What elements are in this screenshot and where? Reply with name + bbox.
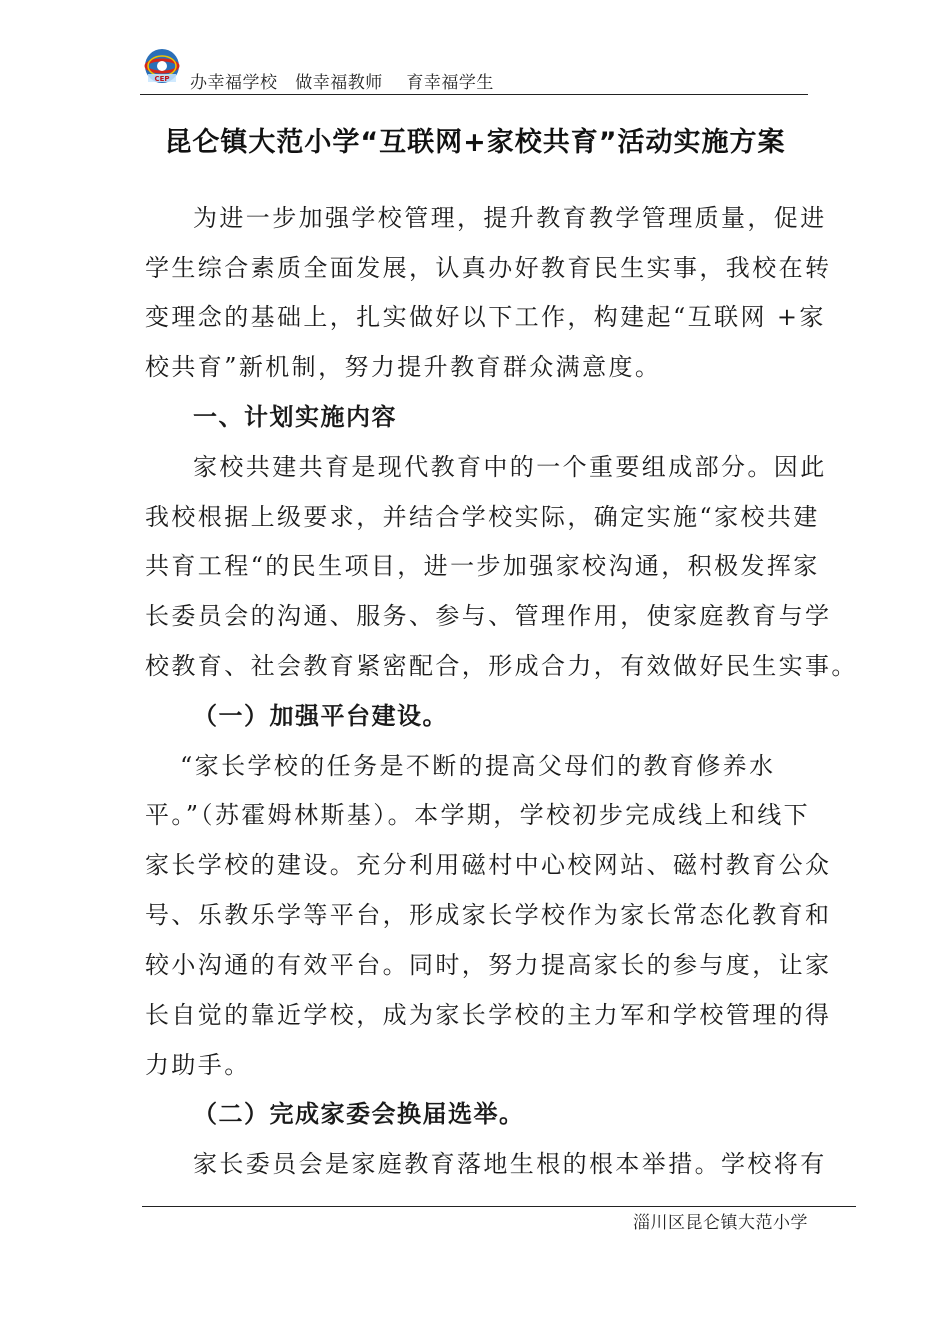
school-logo-icon (144, 48, 180, 84)
body-line: 长自觉的靠近学校，成为家长学校的主力军和学校管理的得 (145, 1001, 832, 1029)
body-line: 号、乐教乐学等平台，形成家长学校作为家长常态化教育和 (145, 901, 832, 929)
body-line: 校教育、社会教育紧密配合，形成合力，有效做好民生实事。 (145, 652, 858, 680)
body-line: 校共育”新机制，努力提升教育群众满意度。 (145, 353, 662, 381)
subsection-heading: （一）加强平台建设。 (193, 702, 448, 730)
footer-school-name: 淄川区昆仑镇大范小学 (633, 1213, 808, 1233)
body-line: 长委员会的沟通、服务、参与、管理作用，使家庭教育与学 (145, 602, 832, 630)
footer-divider (142, 1206, 856, 1207)
school-motto: 办幸福学校 做幸福教师 育幸福学生 (190, 73, 494, 93)
body-line: 为进一步加强学校管理，提升教育教学管理质量，促进 (193, 204, 827, 232)
body-line: 较小沟通的有效平台。同时，努力提高家长的参与度，让家 (145, 951, 832, 979)
svg-text:CEP: CEP (154, 75, 170, 83)
body-line: 变理念的基础上，扎实做好以下工作，构建起“互联网 +家 (145, 303, 826, 331)
body-line: 共育工程“的民生项目，进一步加强家校沟通，积极发挥家 (145, 552, 820, 580)
body-line: 家长学校的建设。充分利用磁村中心校网站、磁村教育公众 (145, 851, 832, 879)
body-line: 我校根据上级要求，并结合学校实际，确定实施“家校共建 (145, 503, 820, 531)
subsection-heading: （二）完成家委会换届选举。 (193, 1100, 525, 1128)
body-line: 学生综合素质全面发展，认真办好教育民生实事，我校在转 (145, 254, 832, 282)
document-title: 昆仑镇大范小学“互联网+家校共育”活动实施方案 (164, 127, 786, 158)
body-line: “家长学校的任务是不断的提高父母们的教育修养水 (180, 752, 776, 780)
body-line: 家校共建共育是现代教育中的一个重要组成部分。因此 (193, 453, 827, 481)
body-line: 力助手。 (145, 1051, 251, 1079)
body-line: 家长委员会是家庭教育落地生根的根本举措。学校将有 (193, 1150, 827, 1178)
section-heading: 一、计划实施内容 (193, 403, 397, 431)
body-line: 平。”（苏霍姆林斯基）。本学期，学校初步完成线上和线下 (145, 801, 811, 829)
page-header (140, 44, 808, 95)
